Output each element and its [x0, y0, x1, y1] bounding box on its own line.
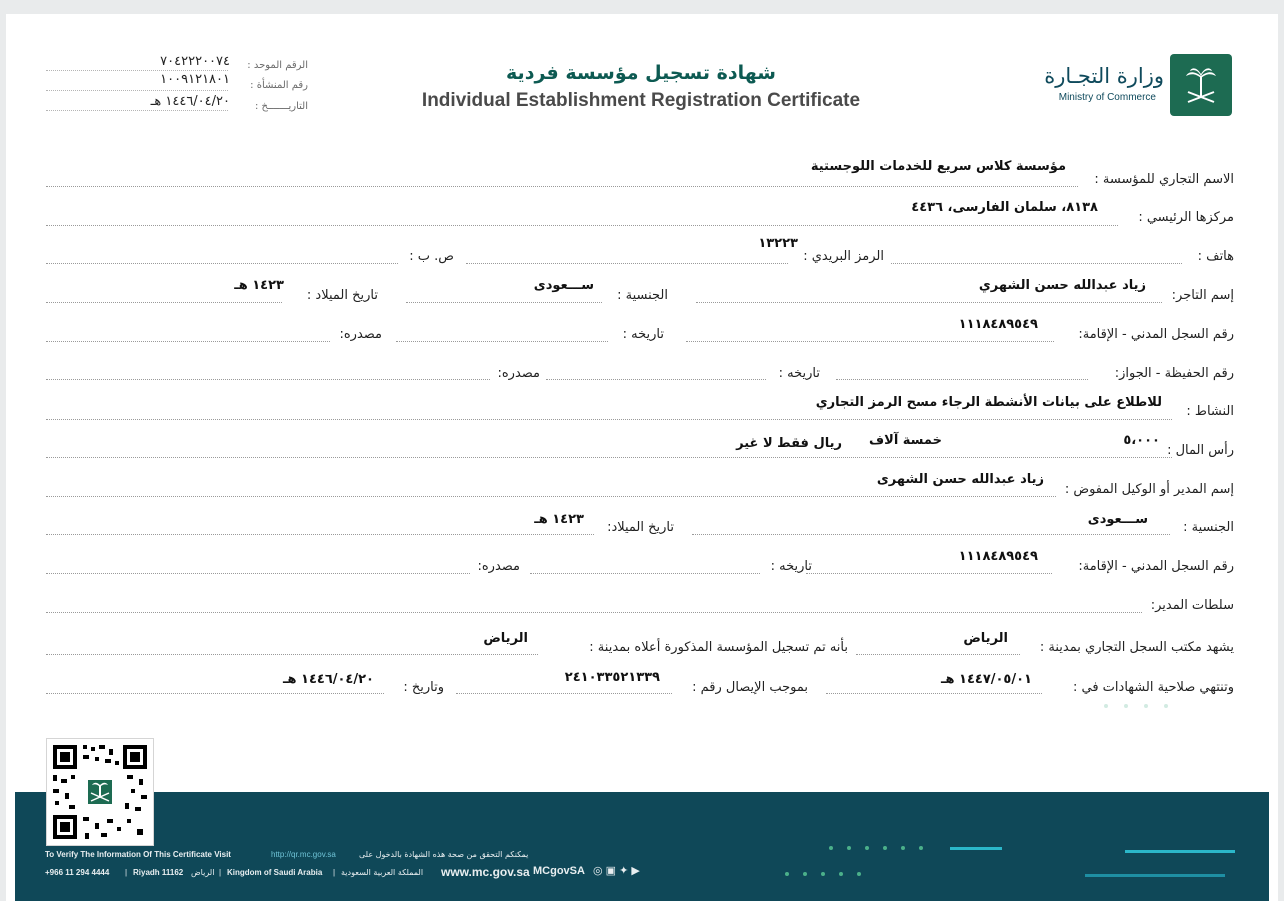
activity-label: النشاط :: [1186, 404, 1234, 419]
decor-dot: [1144, 704, 1148, 708]
birth-date-dots: [46, 302, 282, 303]
certificate-title-ar: شهادة تسجيل مؤسسة فردية: [506, 62, 776, 84]
certificate-title-en: Individual Establishment Registration Certificate: [421, 90, 861, 111]
phone-label: هاتف :: [1197, 249, 1234, 264]
capital-amount: ٥،٠٠٠: [1123, 433, 1160, 448]
manager-id-date-label: تاريخه :: [770, 559, 812, 574]
registered-city-dots: [46, 654, 538, 655]
po-box-dots: [46, 263, 398, 264]
manager-authority-dots: [46, 612, 1142, 613]
capital-in-words: خمسة آلاف: [869, 433, 942, 448]
manager-id-label: رقم السجل المدني - الإقامة:: [1078, 559, 1234, 574]
office-label: يشهد مكتب السجل التجاري بمدينة :: [1039, 640, 1234, 655]
manager-id-dots: [806, 573, 1052, 574]
unified-number-label: الرقم الموحد :: [247, 60, 308, 71]
decor-line: [1085, 874, 1225, 877]
manager-nationality: ســـعودى: [1087, 512, 1148, 527]
footer-kingdom-en: Kingdom of Saudi Arabia: [227, 868, 323, 877]
ministry-name-ar: وزارة التجـارة: [1044, 64, 1164, 88]
manager-dots: [46, 496, 1056, 497]
hq-dots: [46, 225, 1118, 226]
issue-date-label: التاريـــــــخ :: [254, 101, 308, 112]
decor-dot: [901, 846, 905, 850]
postal-code-dots: [466, 263, 788, 264]
trade-name-label: الاسم التجاري للمؤسسة :: [1094, 172, 1234, 187]
unified-number: ٧٠٤٢٢٢٠٠٧٤: [160, 54, 230, 69]
ministry-name-en: Ministry of Commerce: [1058, 92, 1156, 103]
hq-label: مركزها الرئيسي :: [1138, 210, 1234, 225]
decor-line: [950, 847, 1002, 850]
postal-code-label: الرمز البريدي :: [803, 249, 884, 264]
office-city-dots: [856, 654, 1020, 655]
decor-dot: [857, 872, 861, 876]
merchant-name: زياد عبدالله حسن الشهري: [978, 278, 1146, 293]
decor-dot: [785, 872, 789, 876]
saudi-emblem-icon: [1170, 54, 1232, 116]
decor-line: [1125, 850, 1235, 853]
manager-id-source-dots: [46, 573, 470, 574]
verification-qr-code[interactable]: [46, 738, 154, 846]
decor-dot: [883, 846, 887, 850]
manager-id-number: ١١١٨٤٨٩٥٤٩: [958, 549, 1038, 564]
trade-name-dots: [46, 186, 1078, 187]
expiry-label: وتنتهي صلاحية الشهادات في :: [1072, 680, 1234, 695]
footer-social-handle: MCgovSA: [533, 865, 585, 877]
expiry-dots: [826, 693, 1042, 694]
office-city: الرياض: [963, 631, 1008, 646]
footer-phone: +966 11 294 4444: [45, 868, 110, 877]
footer-kingdom-ar: المملكة العربية السعودية: [341, 868, 424, 877]
id-number: ١١١٨٤٨٩٥٤٩: [958, 317, 1038, 332]
capital-label: رأس المال :: [1167, 443, 1234, 458]
decor-dot: [839, 872, 843, 876]
verify-text-ar: يمكنكم التحقق من صحة هذه الشهادة بالدخول على: [359, 850, 529, 859]
issue-date: ١٤٤٦/٠٤/٢٠ هـ: [150, 94, 230, 109]
registered-city-label: بأنه تم تسجيل المؤسسة المذكورة أعلاه بمدينة :: [589, 640, 848, 655]
hq-address: ٨١٣٨، سلمان الفارسى، ٤٤٣٦: [911, 200, 1098, 215]
decor-dot: [829, 846, 833, 850]
footer-riyadh-en: Riyadh 11162: [133, 868, 184, 877]
footer-sep: |: [333, 868, 336, 877]
decor-dot: [865, 846, 869, 850]
passport-source-label: مصدره:: [497, 366, 540, 381]
decor-dot: [1164, 704, 1168, 708]
social-media-icons[interactable]: ◎ ▣ ✦ ▶: [593, 865, 640, 877]
id-number-label: رقم السجل المدني - الإقامة:: [1078, 327, 1234, 342]
receipt-number: ٢٤١٠٣٣٥٢١٣٣٩: [564, 670, 660, 685]
nationality-label: الجنسية :: [617, 288, 668, 303]
po-box-label: ص. ب :: [409, 249, 454, 264]
trade-name: مؤسسة كلاس سريع للخدمات اللوجستية: [810, 159, 1066, 174]
passport-source-dots: [46, 379, 490, 380]
manager-name: زياد عبدالله حسن الشهرى: [876, 472, 1044, 487]
certificate-page: [6, 14, 1278, 901]
decor-dot: [919, 846, 923, 850]
registered-city: الرياض: [483, 631, 528, 646]
footer-website[interactable]: www.mc.gov.sa: [441, 865, 530, 879]
id-date-dots: [396, 341, 608, 342]
verify-text-en: To Verify The Information Of This Certificate Visit: [45, 850, 231, 859]
footer-sep: |: [219, 868, 222, 877]
receipt-date: ١٤٤٦/٠٤/٢٠ هـ: [283, 672, 374, 687]
unified-number-dots: [46, 70, 228, 71]
merchant-dots: [696, 302, 1162, 303]
manager-nationality-dots: [692, 534, 1170, 535]
verify-url[interactable]: http://qr.mc.gov.sa: [271, 850, 336, 859]
expiry-date: ١٤٤٧/٠٥/٠١ هـ: [941, 672, 1032, 687]
receipt-date-label: وتاريخ :: [403, 680, 444, 695]
id-number-dots: [686, 341, 1054, 342]
manager-birth-date: ١٤٢٣ هـ: [534, 512, 584, 527]
nationality-dots: [406, 302, 602, 303]
activity-text: للاطلاع على بيانات الأنشطة الرجاء مسح الرمز التجاري: [815, 395, 1162, 410]
passport-dots: [836, 379, 1088, 380]
birth-date-label: تاريخ الميلاد :: [306, 288, 378, 303]
activity-dots: [46, 419, 1172, 420]
id-source-label: مصدره:: [339, 327, 382, 342]
decor-dot: [1124, 704, 1128, 708]
nationality: ســـعودى: [533, 278, 594, 293]
receipt-date-dots: [46, 693, 384, 694]
manager-birth-dots: [46, 534, 594, 535]
decor-dot: [1104, 704, 1108, 708]
id-source-dots: [46, 341, 330, 342]
postal-code: ١٣٢٢٣: [758, 236, 798, 251]
footer-band: [15, 792, 1269, 901]
manager-id-source-label: مصدره:: [477, 559, 520, 574]
manager-authority-label: سلطات المدير:: [1150, 598, 1234, 613]
decor-dot: [821, 872, 825, 876]
receipt-number-label: بموجب الإيصال رقم :: [692, 680, 808, 695]
passport-date-dots: [546, 379, 766, 380]
manager-nationality-label: الجنسية :: [1183, 520, 1234, 535]
capital-currency: ريال فقط لا غير: [736, 436, 842, 451]
id-date-label: تاريخه :: [622, 327, 664, 342]
decor-dot: [803, 872, 807, 876]
footer-sep: |: [125, 868, 128, 877]
decor-dot: [847, 846, 851, 850]
issue-date-dots: [46, 110, 228, 111]
capital-dots: [46, 457, 1172, 458]
footer-riyadh-ar: الرياض: [191, 868, 215, 877]
passport-date-label: تاريخه :: [778, 366, 820, 381]
establishment-number: ١٠٠٩١٢١٨٠١: [160, 72, 230, 87]
qr-code-icon: [47, 739, 153, 845]
phone-dots: [891, 263, 1182, 264]
birth-date: ١٤٢٣ هـ: [234, 278, 284, 293]
establishment-number-label: رقم المنشأة :: [250, 80, 308, 91]
establishment-number-dots: [46, 90, 228, 91]
receipt-number-dots: [456, 693, 672, 694]
manager-birth-label: تاريخ الميلاد:: [607, 520, 674, 535]
merchant-label: إسم التاجر:: [1171, 288, 1234, 303]
manager-label: إسم المدير أو الوكيل المفوض :: [1064, 482, 1234, 497]
manager-id-date-dots: [530, 573, 760, 574]
passport-label: رقم الحفيظة - الجواز:: [1114, 366, 1234, 381]
